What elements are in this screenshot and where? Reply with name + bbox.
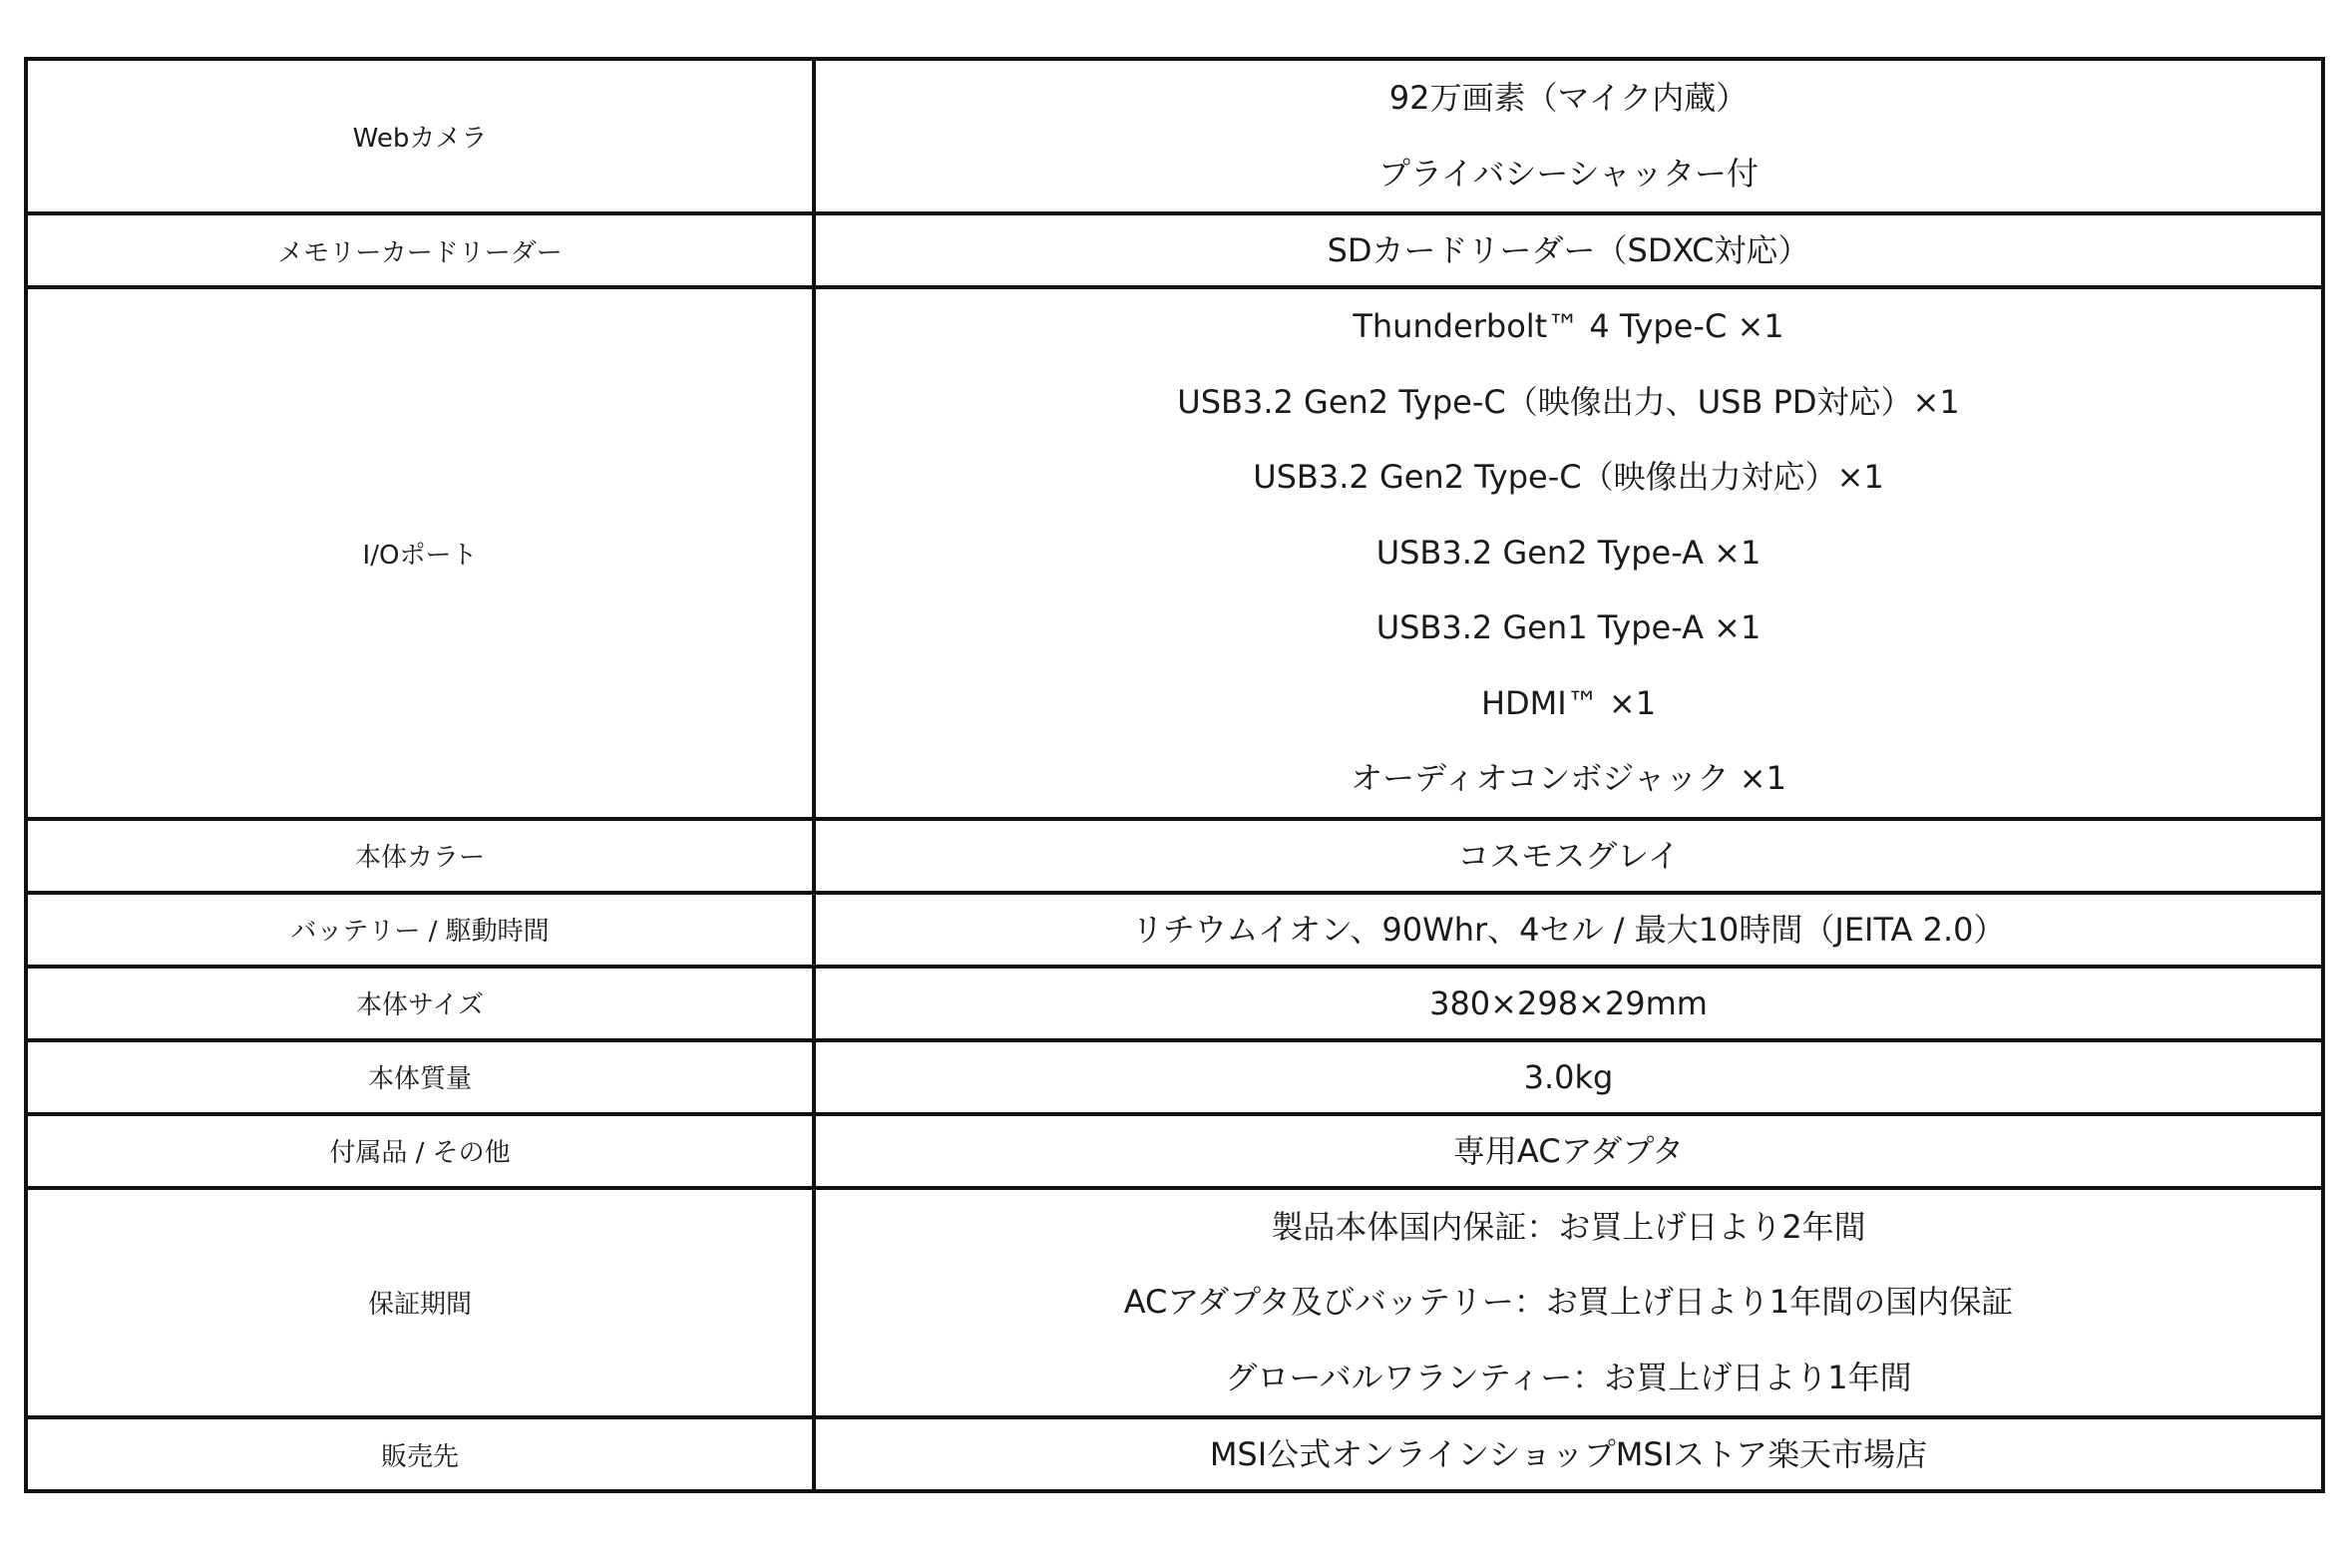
spec-value bbox=[814, 967, 2323, 1040]
spec-row-battery bbox=[26, 893, 2323, 967]
spec-label: メモリーカードリーダー bbox=[26, 213, 814, 287]
spec-value bbox=[814, 1114, 2323, 1188]
spec-row-card-reader bbox=[26, 213, 2323, 287]
spec-label: Webカメラ bbox=[26, 59, 814, 213]
spec-value bbox=[814, 1417, 2323, 1491]
spec-row-weight bbox=[26, 1040, 2323, 1114]
spec-label: 保証期間 bbox=[26, 1188, 814, 1418]
spec-value-line: グローバルワランティー：お買上げ日より1年間 bbox=[1225, 1358, 1912, 1396]
spec-value bbox=[814, 59, 2323, 213]
spec-value bbox=[814, 213, 2323, 287]
spec-value-line: リチウムイオン、90Whr、4セル / 最大10時間（JEITA 2.0） bbox=[1131, 910, 2006, 949]
spec-label: 本体サイズ bbox=[26, 967, 814, 1040]
spec-value-line: ACアダプタ及びバッテリー：お買上げ日より1年間の国内保証 bbox=[1123, 1283, 2014, 1321]
spec-label: 本体カラー bbox=[26, 819, 814, 893]
spec-value bbox=[814, 1188, 2323, 1418]
spec-value-line: 3.0kg bbox=[1523, 1057, 1614, 1096]
spec-value bbox=[814, 287, 2323, 819]
spec-value-line: コスモスグレイ bbox=[1457, 836, 1680, 875]
spec-value-line: USB3.2 Gen2 Type-C（映像出力対応）×1 bbox=[1253, 458, 1884, 496]
spec-row-seller bbox=[26, 1417, 2323, 1491]
spec-value-line: プライバシーシャッター付 bbox=[1377, 154, 1759, 193]
spec-label: バッテリー / 駆動時間 bbox=[26, 893, 814, 967]
spec-row-size bbox=[26, 967, 2323, 1040]
spec-value-line: USB3.2 Gen2 Type-A ×1 bbox=[1375, 533, 1761, 572]
spec-row-color bbox=[26, 819, 2323, 893]
spec-value-line: オーディオコンボジャック ×1 bbox=[1351, 759, 1786, 797]
spec-value-line: USB3.2 Gen2 Type-C（映像出力、USB PD対応）×1 bbox=[1177, 382, 1960, 421]
spec-value-line: 380×298×29mm bbox=[1429, 983, 1708, 1022]
spec-value-line: HDMI™ ×1 bbox=[1480, 683, 1657, 722]
spec-label: 付属品 / その他 bbox=[26, 1114, 814, 1188]
spec-table bbox=[24, 57, 2325, 1493]
spec-row-warranty bbox=[26, 1188, 2323, 1418]
spec-value bbox=[814, 819, 2323, 893]
spec-label: 販売先 bbox=[26, 1417, 814, 1491]
spec-label: I/Oポート bbox=[26, 287, 814, 819]
spec-value-line: Thunderbolt™ 4 Type-C ×1 bbox=[1353, 307, 1784, 345]
spec-value-line: SDカードリーダー（SDXC対応） bbox=[1327, 231, 1810, 269]
spec-value bbox=[814, 893, 2323, 967]
spec-value-line: 製品本体国内保証：お買上げ日より2年間 bbox=[1271, 1207, 1866, 1246]
spec-value bbox=[814, 1040, 2323, 1114]
spec-value-line: 専用ACアダプタ bbox=[1452, 1131, 1685, 1170]
spec-row-accessories bbox=[26, 1114, 2323, 1188]
spec-value-line: USB3.2 Gen1 Type-A ×1 bbox=[1375, 608, 1761, 646]
spec-row-webcam bbox=[26, 59, 2323, 213]
spec-value-line: 92万画素（マイク内蔵） bbox=[1388, 79, 1749, 117]
spec-row-io-ports bbox=[26, 287, 2323, 819]
spec-label: 本体質量 bbox=[26, 1040, 814, 1114]
spec-value-line: MSI公式オンラインショップMSIストア楽天市場店 bbox=[1209, 1435, 1928, 1473]
